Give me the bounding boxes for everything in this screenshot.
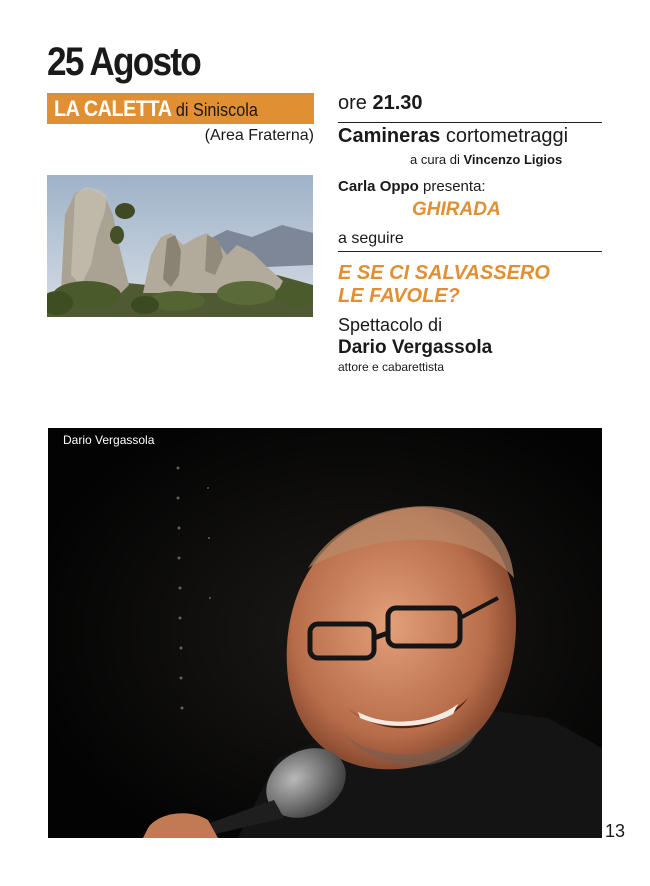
show-title [338,262,550,308]
performer-photo [48,428,602,838]
show-title-line1: E SE CI SALVASSERO [338,262,550,284]
curator-line [410,152,562,167]
performer-name: Dario Vergassola [338,337,493,358]
presenter-line [338,178,486,195]
presenter-verb: presenta: [423,178,486,195]
divider [338,122,602,123]
film-title: GHIRADA [412,199,501,220]
presenter-name: Carla Oppo [338,178,419,195]
event-title: Camineras [338,125,441,147]
venue-location: di Siniscola [175,100,258,120]
followed-by: a seguire [338,230,404,247]
event-subtitle: cortometraggi [445,125,569,147]
event-date: 25 Agosto [47,40,201,84]
show-subtitle: Spettacolo di [338,315,443,335]
landscape-photo [47,175,313,317]
curator-prefix: a cura di [410,152,460,167]
photo-caption: Dario Vergassola [63,433,155,447]
performer-role: attore e cabarettista [338,360,445,374]
venue-title [54,96,258,122]
venue-name: LA CALETTA [54,96,171,121]
page-number: 13 [605,821,626,841]
show-title-line2: LE FAVOLE? [338,285,460,307]
divider [338,251,602,252]
time-prefix: ore [338,92,367,114]
venue-area: (Area Fraterna) [204,127,314,144]
event-title-line [338,125,568,148]
time-value: 21.30 [372,92,423,114]
venue-banner [47,93,314,124]
event-time [338,92,423,115]
curator-name: Vincenzo Ligios [463,152,563,167]
